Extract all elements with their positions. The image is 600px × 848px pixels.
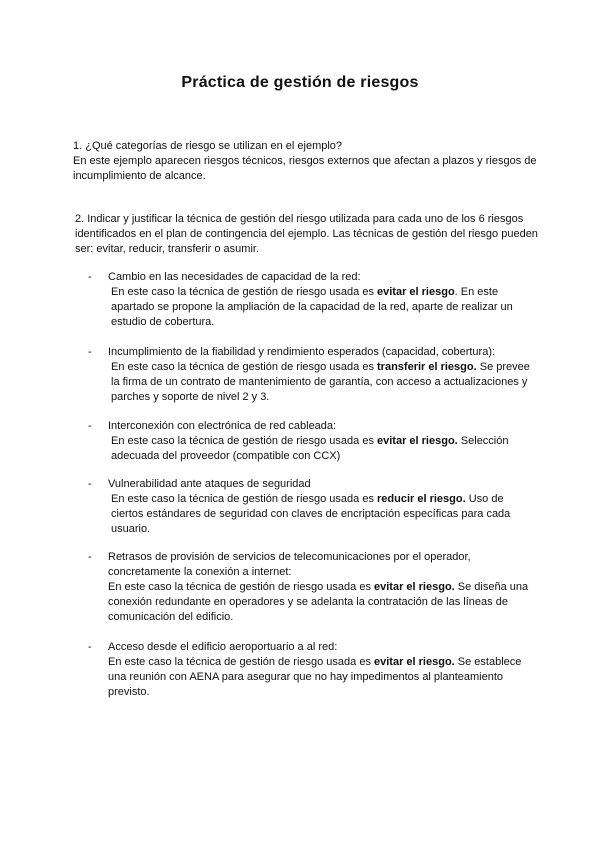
risk-item-title: Interconexión con electrónica de red cableada: (108, 420, 337, 432)
risk-item-pre: En este caso la técnica de gestión de riesgo usada es (108, 581, 375, 593)
risk-item-pre: En este caso la técnica de gestión de riesgo usada es (111, 361, 378, 373)
risk-item-body (108, 360, 531, 405)
risk-item-body (108, 492, 531, 537)
risk-technique: evitar el riesgo. (374, 581, 455, 593)
risk-item (88, 550, 531, 625)
risk-item-post: . En este apartado se propone la ampliación de la capacidad de la red, aparte de realizar un estudio de cobertura. (111, 286, 513, 328)
risk-item-pre: En este caso la técnica de gestión de riesgo usada es (111, 493, 378, 505)
risk-item (88, 477, 531, 537)
risk-item-title: Vulnerabilidad ante ataques de seguridad (108, 478, 311, 490)
risk-item-body (108, 655, 531, 700)
risk-technique: evitar el riesgo. (374, 656, 455, 668)
risk-item-pre: En este caso la técnica de gestión de riesgo usada es (111, 286, 378, 298)
risk-item-body (108, 434, 531, 464)
list-dash: - (88, 420, 92, 432)
risk-item-title: Incumplimiento de la fiabilidad y rendimiento esperados (capacidad, cobertura): (108, 346, 496, 358)
risk-item (88, 419, 531, 464)
list-dash: - (88, 551, 92, 563)
page-title: Práctica de gestión de riesgos (181, 74, 419, 91)
risk-item-post: Uso de ciertos estándares de seguridad con claves de encriptación específicas para cada usuario. (111, 493, 511, 535)
question-1-answer: En este ejemplo aparecen riesgos técnicos, riesgos externos que afectan a plazos y riesgos de incumplimiento de alcance. (73, 155, 537, 182)
list-dash: - (88, 346, 92, 358)
list-dash: - (88, 641, 92, 653)
risk-item-pre: En este caso la técnica de gestión de riesgo usada es (108, 656, 375, 668)
risk-item (88, 345, 531, 405)
question-2-text: 2. Indicar y justificar la técnica de gestión del riesgo utilizada para cada uno de los 6 riesgos identificados en el plan de contingencia del ejemplo. Las técnicas de gestión del riesgo pueden ser: evitar, reducir, transferir o asumir. (75, 213, 538, 255)
risk-item-post: Se prevee la firma de un contrato de mantenimiento de garantía, con acceso a actualizaciones y parches y soporte de nivel 2 y 3. (111, 361, 530, 403)
risk-item-body (108, 285, 531, 330)
risk-item-body (108, 580, 531, 625)
risk-item-post: Se establece una reunión con AENA para asegurar que no hay impedimentos al planteamiento previsto. (108, 656, 522, 698)
risk-item (88, 270, 531, 330)
risk-item-post: Se diseña una conexión redundante en operadores y se adelanta la contratación de las líneas de comunicación del edificio. (108, 581, 529, 623)
risk-item-pre: En este caso la técnica de gestión de riesgo usada es (111, 435, 378, 447)
list-dash: - (88, 478, 92, 490)
risk-item-title: Cambio en las necesidades de capacidad de la red: (108, 271, 361, 283)
risk-item-post: Selección adecuada del proveedor (compatible con CCX) (111, 435, 509, 462)
question-1-text: 1. ¿Qué categorías de riesgo se utilizan en el ejemplo? (73, 140, 343, 152)
list-dash: - (88, 271, 92, 283)
risk-item (88, 640, 531, 700)
risk-item-title: Retrasos de provisión de servicios de telecomunicaciones por el operador, concretamente la conexión a internet: (108, 551, 471, 578)
risk-technique: transferir el riesgo. (377, 361, 477, 373)
question-2 (75, 212, 545, 257)
risk-technique: evitar el riesgo. (377, 435, 458, 447)
question-1 (73, 139, 543, 184)
risk-technique: evitar el riesgo (377, 286, 455, 298)
risk-item-title: Acceso desde el edificio aeroportuario a al red: (108, 641, 338, 653)
risk-technique: reducir el riesgo. (377, 493, 466, 505)
